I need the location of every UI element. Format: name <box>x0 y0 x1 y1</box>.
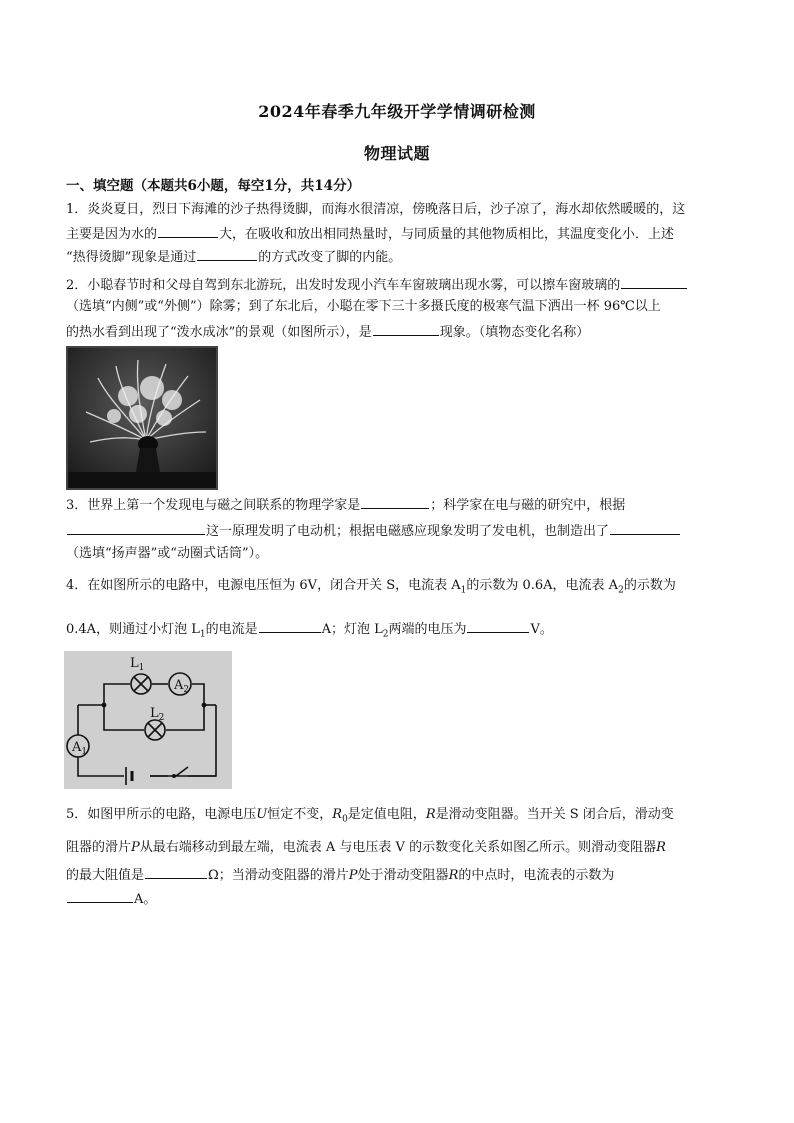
q5-line-1: 5．如图甲所示的电路，电源电压U恒定不变，$R_0$是定值电阻，R是滑动变阻器。当开关 S 闭合后，滑动变 <box>66 807 674 825</box>
answer-blank[interactable] <box>158 224 218 238</box>
q1-line-3: “热得烫脚”现象是通过 的方式改变了脚的内能。 <box>66 247 401 267</box>
q4-line-2: 0.4A，则通过小灯泡 $L_1$的电流是 A；灯泡 $L_2$两端的电压为 V。 <box>66 619 553 644</box>
label-A2: $A_2$ <box>174 678 190 695</box>
junction-dot <box>202 703 207 708</box>
answer-blank[interactable] <box>621 275 687 289</box>
circuit-svg <box>64 651 232 789</box>
q5-line-3: 的最大阻值是 Ω；当滑动变阻器的滑片P处于滑动变阻器R的中点时，电流表的示数为 <box>66 865 614 885</box>
q3-line-3: （选填“扬声器”或“动圈式话筒”）。 <box>66 546 269 561</box>
q5-line-2: 阻器的滑片P从最右端移动到最左端，电流表 A 与电压表 V 的示数变化关系如图乙所示。则滑动变阻器R <box>66 840 666 855</box>
answer-blank[interactable] <box>373 322 439 336</box>
label-A1: $A_1$ <box>72 740 88 757</box>
q3-line-1: 3．世界上第一个发现电与磁之间联系的物理学家是 ；科学家在电与磁的研究中，根据 <box>66 495 625 515</box>
q2-line-1: 2．小聪春节时和父母自驾到东北游玩，出发时发现小汽车车窗玻璃出现水雾，可以擦车窗玻璃的 <box>66 275 688 295</box>
label-L1: $L_1$ <box>130 656 145 673</box>
section-heading: 一、填空题（本题共6小题，每空1分，共14分） <box>66 178 361 194</box>
water-to-ice-photo <box>66 346 218 490</box>
label-L2: $L_2$ <box>150 706 165 723</box>
q2-line-2: （选填“内侧”或“外侧”）除雾；到了东北后，小聪在零下三十多摄氏度的极寒气温下洒出一杯 96℃以上 <box>66 299 661 314</box>
answer-blank[interactable] <box>361 495 429 509</box>
q1-line-1: 1．炎炎夏日，烈日下海滩的沙子热得烫脚，而海水很清凉，傍晚落日后，沙子凉了，海水却依然暖暖的，这 <box>66 202 686 217</box>
q2-line-3: 的热水看到出现了“泼水成冰”的景观（如图所示），是 现象。（填物态变化名称） <box>66 322 589 342</box>
answer-blank[interactable] <box>67 889 133 903</box>
q3-line-2: 这一原理发明了电动机；根据电磁感应现象发明了发电机，也制造出了 <box>66 521 681 541</box>
exam-title: 2024年春季九年级开学学情调研检测 <box>258 102 536 121</box>
answer-blank[interactable] <box>259 619 321 633</box>
q1-line-2: 主要是因为水的 大，在吸收和放出相同热量时，与同质量的其他物质相比，其温度变化小．上述 <box>66 224 674 244</box>
switch-pivot <box>172 774 176 778</box>
q5-line-4: A。 <box>66 889 156 909</box>
answer-blank[interactable] <box>610 521 680 535</box>
junction-dot <box>102 703 107 708</box>
ice-spray-illustration <box>68 348 216 488</box>
answer-blank[interactable] <box>145 865 207 879</box>
answer-blank[interactable] <box>467 619 529 633</box>
exam-subtitle: 物理试题 <box>363 144 430 163</box>
answer-blank[interactable] <box>197 247 257 261</box>
answer-blank[interactable] <box>67 521 205 535</box>
circuit-diagram <box>64 651 232 789</box>
q4-line-1: 4．在如图所示的电路中，电源电压恒为 6V，闭合开关 S，电流表 $A_1$的示数为 0.6A，电流表 $A_2$的示数为 <box>66 578 676 596</box>
